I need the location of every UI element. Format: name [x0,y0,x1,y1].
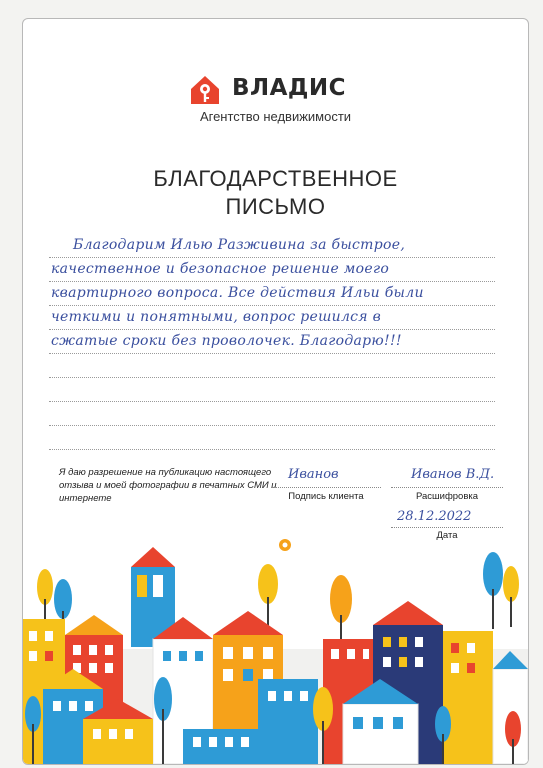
date-caption: Дата [436,530,458,541]
decoding-caption: Расшифровка [415,491,479,502]
title-line-1: БЛАГОДАРСТВЕННОЕ [153,166,398,191]
date-line [391,527,503,528]
ruled-line [49,257,495,258]
brand-name: ВЛАДИС [232,75,347,101]
ruled-line [49,353,495,354]
handwritten-line: квартирного вопроса. Все действия Ильи были [51,285,424,301]
decoding-value: Иванов В.Д. [411,467,495,482]
signature-caption: Подпись клиента [288,491,364,502]
decoding-line [391,487,503,488]
letter-sheet [22,18,529,765]
letter-title [23,165,528,221]
ruled-line [49,377,495,378]
brand-logo [188,73,388,113]
house-key-icon [188,73,222,107]
handwritten-line: качественное и безопасное решение моего [51,261,390,277]
ruled-line [49,449,495,450]
title-line-2: ПИСЬМО [225,194,326,219]
date-value: 28.12.2022 [397,509,472,524]
ruled-line [49,401,495,402]
ruled-line [49,305,495,306]
ruled-line [49,281,495,282]
signature-line [271,487,381,488]
city-illustration [23,539,528,764]
consent-text: Я даю разрешение на публикацию настоящего отзыва и моей фотографии в печатных СМИ и интернете [59,467,277,504]
handwritten-line: сжатые сроки без проволочек. Благодарю!!! [51,333,402,349]
ruled-line [49,329,495,330]
handwritten-line: четкими и понятными, вопрос решился в [51,309,382,325]
client-signature: Иванов [288,467,339,482]
ruled-line [49,425,495,426]
brand-tagline: Агентство недвижимости [199,109,352,124]
handwritten-line: Благодарим Илью Разживина за быстрое, [73,237,406,253]
